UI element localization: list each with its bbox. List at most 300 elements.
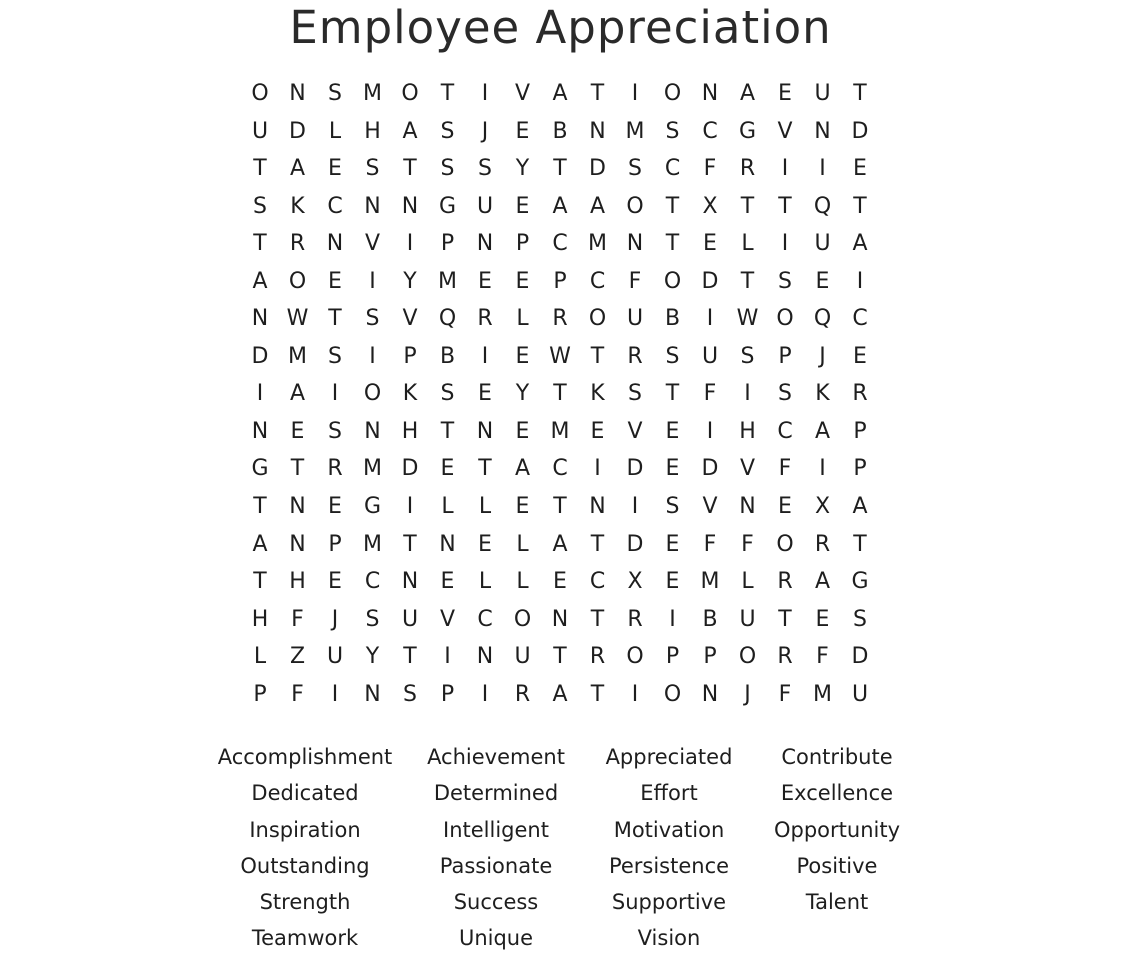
grid-letter[interactable]: I [369, 268, 376, 294]
grid-letter[interactable]: D [289, 118, 306, 144]
grid-letter[interactable]: G [251, 456, 269, 482]
grid-letter[interactable]: N [401, 569, 419, 595]
grid-letter[interactable]: R [289, 231, 306, 257]
grid-letter[interactable]: A [402, 118, 418, 144]
grid-letter[interactable]: E [815, 606, 830, 632]
grid-letter[interactable]: V [514, 81, 531, 106]
grid-letter[interactable]: U [401, 606, 419, 632]
grid-letter[interactable]: S [740, 343, 755, 369]
grid-letter[interactable]: D [401, 456, 419, 482]
grid-letter[interactable]: K [290, 193, 305, 219]
grid-letter[interactable]: S [328, 418, 342, 444]
grid-letter[interactable]: S [440, 118, 455, 144]
grid-letter[interactable]: O [288, 268, 307, 294]
grid-letter[interactable]: J [744, 681, 751, 707]
grid-letter[interactable]: L [253, 644, 267, 670]
grid-letter[interactable]: F [291, 681, 304, 707]
grid-letter[interactable]: N [251, 306, 269, 332]
grid-letter[interactable]: E [515, 343, 530, 369]
grid-letter[interactable]: D [701, 268, 719, 294]
grid-letter[interactable]: X [702, 193, 718, 219]
grid-letter[interactable]: T [590, 681, 605, 707]
grid-letter[interactable]: S [665, 494, 680, 520]
grid-letter[interactable]: T [403, 156, 417, 182]
grid-letter[interactable]: N [551, 606, 569, 632]
word-list-row [206, 884, 916, 920]
grid-letter[interactable]: U [251, 118, 269, 144]
grid-letter[interactable]: N [589, 494, 606, 520]
grid-letter[interactable]: M [813, 681, 832, 707]
grid-letter[interactable]: I [331, 381, 339, 407]
grid-letter[interactable]: I [406, 231, 414, 257]
grid-letter[interactable]: E [328, 156, 342, 182]
grid-letter[interactable]: C [664, 156, 681, 182]
grid-letter[interactable]: U [326, 644, 344, 670]
grid-letter[interactable]: R [589, 644, 606, 670]
grid-letter[interactable]: A [514, 456, 531, 482]
grid-letter[interactable]: V [402, 306, 418, 332]
grid-letter[interactable]: T [253, 494, 267, 520]
grid-letter[interactable]: C [852, 306, 868, 332]
grid-letter[interactable]: Y [365, 644, 380, 670]
grid-letter[interactable]: B [664, 306, 681, 332]
grid-letter[interactable]: E [778, 494, 792, 520]
grid-letter[interactable]: R [777, 569, 793, 595]
grid-letter[interactable]: C [552, 456, 568, 482]
grid-letter[interactable]: S [253, 193, 267, 219]
grid-letter[interactable]: C [477, 606, 493, 632]
grid-letter[interactable]: E [853, 156, 867, 182]
letter-grid [242, 75, 880, 713]
grid-letter[interactable]: I [481, 343, 489, 369]
grid-letter[interactable]: G [738, 118, 757, 144]
grid-letter[interactable]: K [402, 381, 418, 407]
grid-letter[interactable]: F [741, 531, 754, 557]
grid-letter[interactable]: D [701, 456, 719, 482]
grid-letter[interactable]: O [513, 606, 532, 632]
grid-letter[interactable]: N [251, 418, 269, 444]
grid-letter[interactable]: K [815, 381, 830, 407]
grid-letter[interactable]: I [631, 681, 639, 707]
grid-letter[interactable]: T [590, 606, 605, 632]
grid-letter[interactable]: L [441, 494, 454, 520]
grid-letter[interactable]: T [440, 418, 455, 444]
grid-letter[interactable]: E [515, 118, 530, 144]
grid-letter[interactable]: N [289, 494, 306, 520]
grid-letter[interactable]: I [481, 681, 489, 707]
grid-letter[interactable]: T [403, 644, 417, 670]
grid-letter[interactable]: T [740, 268, 755, 294]
grid-letter[interactable]: A [739, 81, 756, 106]
grid-letter[interactable]: A [552, 681, 568, 707]
grid-letter[interactable]: O [626, 644, 644, 670]
grid-letter[interactable]: H [251, 606, 269, 632]
word-list-item: Contribute [781, 745, 893, 769]
grid-letter[interactable]: N [814, 118, 831, 144]
grid-letter[interactable]: S [440, 156, 455, 182]
grid-letter[interactable]: O [401, 81, 419, 106]
grid-row [242, 338, 880, 376]
grid-letter[interactable]: R [777, 644, 793, 670]
grid-letter[interactable]: Q [438, 306, 457, 332]
grid-letter[interactable]: D [851, 118, 869, 144]
grid-letter[interactable]: O [588, 306, 607, 332]
grid-letter[interactable]: S [778, 268, 792, 294]
grid-letter[interactable]: O [663, 268, 682, 294]
grid-letter[interactable]: J [331, 606, 339, 632]
grid-letter[interactable]: N [701, 681, 719, 707]
grid-letter[interactable]: O [738, 644, 757, 670]
grid-letter[interactable]: F [703, 156, 717, 182]
grid-letter[interactable]: I [369, 343, 376, 369]
grid-letter[interactable]: S [628, 381, 642, 407]
grid-letter[interactable]: P [778, 343, 792, 369]
grid-letter[interactable]: F [703, 381, 717, 407]
grid-letter[interactable]: I [819, 156, 826, 182]
word-list-item: Dedicated [251, 781, 359, 806]
grid-letter[interactable]: K [590, 381, 605, 407]
grid-letter[interactable]: E [440, 456, 455, 482]
grid-letter[interactable]: O [776, 306, 794, 332]
grid-letter[interactable]: Y [515, 381, 530, 407]
grid-letter[interactable]: A [552, 193, 568, 219]
grid-letter[interactable]: R [514, 681, 531, 707]
grid-letter[interactable]: T [553, 156, 567, 182]
grid-letter[interactable]: X [627, 569, 643, 595]
grid-letter[interactable]: T [290, 456, 305, 482]
grid-letter[interactable]: M [625, 118, 645, 144]
grid-letter[interactable]: N [626, 231, 644, 257]
grid-letter[interactable]: N [364, 193, 381, 219]
grid-letter[interactable]: S [478, 156, 492, 182]
grid-letter[interactable]: P [515, 231, 530, 257]
grid-letter[interactable]: I [444, 644, 451, 670]
grid-letter[interactable]: M [363, 81, 382, 106]
grid-letter[interactable]: N [289, 81, 306, 106]
grid-letter[interactable]: E [853, 343, 867, 369]
grid-letter[interactable]: B [702, 606, 718, 632]
grid-letter[interactable]: A [589, 193, 606, 219]
grid-letter[interactable]: I [744, 381, 751, 407]
grid-letter[interactable]: E [515, 268, 530, 294]
grid-letter[interactable]: O [663, 81, 682, 106]
grid-letter[interactable]: T [253, 569, 267, 595]
grid-letter[interactable]: M [363, 531, 382, 557]
grid-letter[interactable]: P [853, 418, 867, 444]
grid-letter[interactable]: H [364, 118, 381, 144]
grid-letter[interactable]: T [440, 81, 455, 106]
grid-letter[interactable]: B [552, 118, 568, 144]
grid-letter[interactable]: I [406, 494, 414, 520]
grid-letter[interactable]: C [327, 193, 343, 219]
grid-letter[interactable]: O [776, 531, 794, 557]
grid-letter[interactable]: I [706, 306, 714, 332]
grid-letter[interactable]: E [478, 268, 492, 294]
grid-letter[interactable]: S [665, 343, 680, 369]
grid-letter[interactable]: R [627, 343, 643, 369]
grid-letter[interactable]: E [553, 569, 567, 595]
grid-letter[interactable]: I [481, 81, 489, 106]
grid-letter[interactable]: T [665, 381, 680, 407]
grid-letter[interactable]: E [815, 268, 830, 294]
grid-letter[interactable]: L [516, 306, 529, 332]
grid-letter[interactable]: A [252, 531, 268, 557]
grid-letter[interactable]: O [663, 681, 682, 707]
grid-letter[interactable]: H [739, 418, 756, 444]
grid-letter[interactable]: P [440, 231, 455, 257]
grid-letter[interactable]: Q [813, 306, 832, 332]
grid-letter[interactable]: P [328, 531, 342, 557]
grid-letter[interactable]: T [665, 193, 680, 219]
grid-letter[interactable]: E [328, 268, 342, 294]
grid-letter[interactable]: I [856, 268, 864, 294]
grid-letter[interactable]: C [589, 569, 606, 595]
grid-letter[interactable]: N [401, 193, 419, 219]
grid-letter[interactable]: S [403, 681, 417, 707]
grid-letter[interactable]: T [853, 193, 867, 219]
grid-letter[interactable]: E [328, 569, 342, 595]
grid-letter[interactable]: M [363, 456, 382, 482]
grid-letter[interactable]: T [590, 81, 605, 106]
grid-letter[interactable]: U [476, 193, 494, 219]
grid-letter[interactable]: I [256, 381, 264, 407]
grid-letter[interactable]: J [819, 343, 826, 369]
grid-letter[interactable]: A [289, 156, 306, 182]
grid-letter[interactable]: F [291, 606, 304, 632]
grid-letter[interactable]: D [626, 456, 644, 482]
grid-letter[interactable]: V [627, 418, 643, 444]
grid-letter[interactable]: R [814, 531, 831, 557]
grid-letter[interactable]: I [706, 418, 714, 444]
grid-letter[interactable]: S [365, 606, 380, 632]
grid-letter[interactable]: M [700, 569, 720, 595]
grid-letter[interactable]: T [590, 343, 605, 369]
grid-letter[interactable]: D [851, 644, 869, 670]
grid-letter[interactable]: L [741, 569, 754, 595]
grid-letter[interactable]: O [251, 81, 269, 106]
grid-letter[interactable]: T [403, 531, 417, 557]
grid-letter[interactable]: U [626, 306, 644, 332]
grid-letter[interactable]: D [589, 156, 606, 182]
grid-letter[interactable]: A [852, 231, 868, 257]
grid-letter[interactable]: N [289, 531, 306, 557]
grid-letter[interactable]: F [703, 531, 717, 557]
grid-letter[interactable]: B [439, 343, 456, 369]
grid-letter[interactable]: M [588, 231, 607, 257]
grid-letter[interactable]: U [739, 606, 756, 632]
grid-letter[interactable]: X [814, 494, 831, 520]
grid-letter[interactable]: T [553, 494, 567, 520]
grid-letter[interactable]: P [403, 343, 417, 369]
grid-letter[interactable]: L [516, 531, 529, 557]
word-list-item: Passionate [439, 853, 553, 878]
grid-letter[interactable]: R [552, 306, 568, 332]
grid-letter[interactable]: I [781, 231, 789, 257]
grid-letter[interactable]: T [253, 231, 267, 257]
grid-letter[interactable]: F [628, 268, 642, 294]
grid-letter[interactable]: R [327, 456, 343, 482]
grid-letter[interactable]: S [628, 156, 642, 182]
word-list-item: Appreciated [605, 745, 733, 769]
grid-letter[interactable]: T [553, 381, 567, 407]
word-list-item: Determined [433, 781, 559, 806]
grid-letter[interactable]: E [515, 494, 530, 520]
grid-row [242, 375, 880, 413]
grid-letter[interactable]: M [438, 268, 457, 294]
grid-letter[interactable]: O [363, 381, 382, 407]
grid-letter[interactable]: H [289, 569, 306, 595]
grid-letter[interactable]: N [476, 418, 494, 444]
grid-letter[interactable]: T [740, 193, 755, 219]
grid-letter[interactable]: E [515, 193, 530, 219]
grid-letter[interactable]: F [778, 456, 792, 482]
grid-letter[interactable]: C [702, 118, 718, 144]
grid-letter[interactable]: Q [813, 193, 832, 219]
grid-letter[interactable]: L [516, 569, 529, 595]
grid-letter[interactable]: P [253, 681, 267, 707]
grid-letter[interactable]: P [440, 681, 455, 707]
grid-letter[interactable]: A [852, 494, 868, 520]
grid-letter[interactable]: I [669, 606, 676, 632]
grid-letter[interactable]: L [478, 569, 492, 595]
grid-row [242, 601, 880, 639]
grid-letter[interactable]: V [702, 494, 718, 520]
grid-letter[interactable]: C [364, 569, 381, 595]
grid-letter[interactable]: I [331, 681, 339, 707]
grid-letter[interactable]: F [778, 681, 792, 707]
grid-letter[interactable]: S [665, 118, 680, 144]
grid-letter[interactable]: T [853, 531, 867, 557]
grid-letter[interactable]: U [851, 681, 869, 707]
grid-letter[interactable]: Y [515, 156, 530, 182]
grid-letter[interactable]: S [365, 156, 380, 182]
grid-letter[interactable]: N [326, 231, 344, 257]
grid-letter[interactable]: S [440, 381, 455, 407]
grid-letter[interactable]: H [401, 418, 419, 444]
grid-letter[interactable]: V [739, 456, 756, 482]
grid-letter[interactable]: E [328, 494, 342, 520]
grid-letter[interactable]: T [253, 156, 267, 182]
grid-letter[interactable]: E [665, 418, 680, 444]
grid-letter[interactable]: N [739, 494, 756, 520]
grid-letter[interactable]: S [328, 343, 342, 369]
grid-letter[interactable]: V [364, 231, 381, 257]
grid-letter[interactable]: N [476, 644, 494, 670]
grid-letter[interactable]: E [478, 531, 492, 557]
grid-letter[interactable]: N [701, 81, 719, 106]
grid-letter[interactable]: O [626, 193, 644, 219]
grid-letter[interactable]: R [477, 306, 493, 332]
grid-letter[interactable]: R [852, 381, 868, 407]
grid-letter[interactable]: V [439, 606, 456, 632]
grid-letter[interactable]: P [665, 644, 680, 670]
grid-letter[interactable]: S [853, 606, 867, 632]
grid-letter[interactable]: P [553, 268, 567, 294]
grid-letter[interactable]: E [778, 81, 792, 106]
grid-letter[interactable]: I [631, 81, 639, 106]
grid-letter[interactable]: T [778, 193, 792, 219]
grid-letter[interactable]: E [665, 569, 680, 595]
grid-letter[interactable]: A [252, 268, 268, 294]
grid-letter[interactable]: R [739, 156, 756, 182]
grid-letter[interactable]: S [778, 381, 792, 407]
grid-letter[interactable]: S [328, 81, 342, 106]
grid-letter[interactable]: U [701, 343, 719, 369]
grid-letter[interactable]: Z [289, 644, 306, 670]
grid-letter[interactable]: E [703, 231, 717, 257]
grid-letter[interactable]: C [552, 231, 568, 257]
grid-letter[interactable]: E [590, 418, 605, 444]
grid-letter[interactable]: G [851, 569, 869, 595]
grid-letter[interactable]: T [328, 306, 342, 332]
word-list-item: Vision [637, 926, 701, 951]
grid-letter[interactable]: M [288, 343, 307, 369]
grid-letter[interactable]: L [478, 494, 492, 520]
grid-letter[interactable]: E [665, 456, 680, 482]
grid-letter[interactable]: W [549, 343, 571, 369]
grid-letter[interactable]: E [478, 381, 492, 407]
grid-letter[interactable]: U [514, 644, 531, 670]
grid-letter[interactable]: L [741, 231, 754, 257]
grid-letter[interactable]: V [777, 118, 793, 144]
grid-letter[interactable]: N [364, 681, 381, 707]
grid-letter[interactable]: I [819, 456, 826, 482]
grid-letter[interactable]: F [816, 644, 829, 670]
grid-letter[interactable]: S [365, 306, 380, 332]
grid-letter[interactable]: T [853, 81, 867, 106]
grid-letter[interactable]: G [363, 494, 382, 520]
grid-letter[interactable]: P [703, 644, 717, 670]
grid-letter[interactable]: Y [403, 268, 417, 294]
grid-letter[interactable]: D [251, 343, 269, 369]
grid-letter[interactable]: I [781, 156, 789, 182]
grid-letter[interactable]: G [438, 193, 457, 219]
grid-letter[interactable]: E [290, 418, 305, 444]
grid-letter[interactable]: R [627, 606, 643, 632]
grid-letter[interactable]: T [665, 231, 680, 257]
grid-letter[interactable]: L [328, 118, 342, 144]
grid-letter[interactable]: A [552, 531, 568, 557]
grid-letter[interactable]: T [553, 644, 567, 670]
grid-letter[interactable]: E [515, 418, 530, 444]
grid-letter[interactable]: T [590, 531, 605, 557]
grid-letter[interactable]: C [589, 268, 606, 294]
grid-letter[interactable]: I [631, 494, 639, 520]
grid-letter[interactable]: J [481, 118, 489, 144]
grid-letter[interactable]: P [853, 456, 867, 482]
grid-letter[interactable]: N [439, 531, 456, 557]
grid-letter[interactable]: I [594, 456, 601, 482]
grid-letter[interactable]: M [550, 418, 570, 444]
grid-letter[interactable]: N [364, 418, 381, 444]
grid-letter[interactable]: E [440, 569, 455, 595]
grid-letter[interactable]: T [478, 456, 492, 482]
grid-letter[interactable]: N [589, 118, 606, 144]
grid-letter[interactable]: T [778, 606, 792, 632]
grid-letter[interactable]: A [552, 81, 568, 106]
grid-letter[interactable]: W [736, 306, 759, 332]
grid-letter[interactable]: E [665, 531, 680, 557]
grid-letter[interactable]: A [289, 381, 306, 407]
grid-letter[interactable]: A [814, 418, 831, 444]
grid-letter[interactable]: W [286, 306, 309, 332]
grid-letter[interactable]: U [814, 231, 831, 257]
grid-letter[interactable]: C [777, 418, 793, 444]
grid-letter[interactable]: A [814, 569, 831, 595]
grid-letter[interactable]: U [814, 81, 831, 106]
grid-letter[interactable]: D [626, 531, 644, 557]
grid-letter[interactable]: N [476, 231, 494, 257]
